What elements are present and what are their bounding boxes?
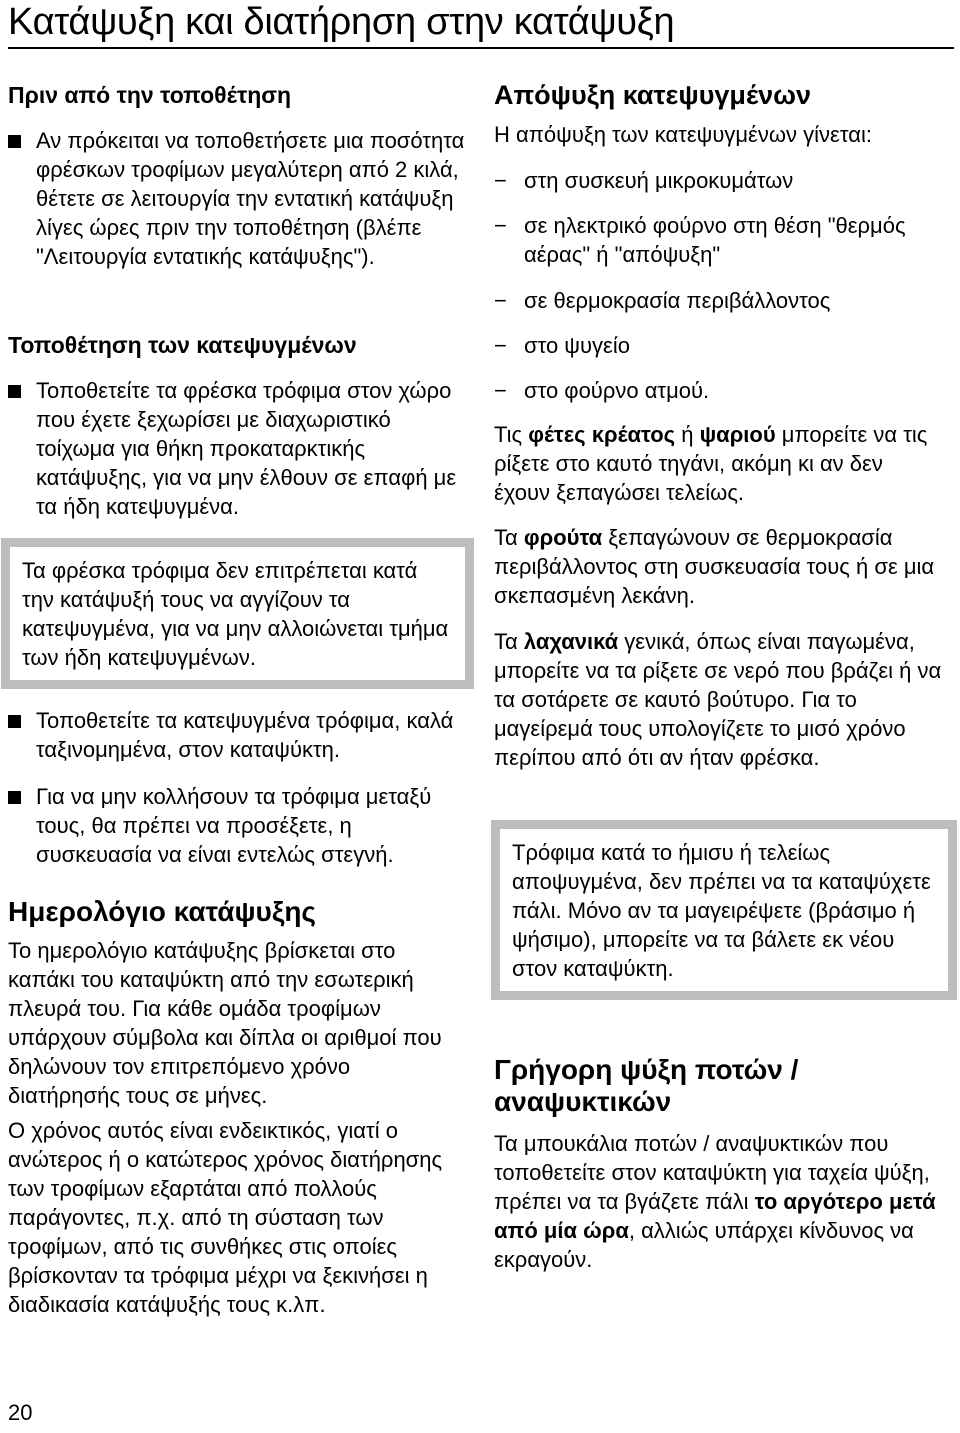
bullet-paragraph: Για να μην κολλήσουν τα τρόφιμα μεταξύ τους, θα πρέπει να προσέξετε, η συσκευασία να είναι εντελώς στεγνή. bbox=[8, 782, 468, 869]
dash-list-item: − στο ψυγείο bbox=[494, 331, 960, 360]
text-run: , αλλιώς υπάρχει κίνδυνος να εκραγούν. bbox=[494, 1218, 914, 1272]
paragraph: Η απόψυξη των κατεψυγμένων γίνεται: bbox=[494, 122, 872, 147]
text-run: γενικά, όπως είναι παγωμένα, μπορείτε να τα ρίξετε σε νερό που βράζει ή να τα σοτάρετε σε καυτό βούτυρο. Για το μαγείρεμά τους υπολογίζετε το μισό χρόνο περίπου από ότι αν ήταν φρέσκα. bbox=[494, 629, 942, 770]
bold-run: φέτες κρέατος bbox=[528, 422, 676, 447]
title-rule bbox=[8, 47, 954, 49]
dash-list-item: − σε ηλεκτρικό φούρνο στη θέση "θερμός αέρας" ή "απόψυξη" bbox=[494, 211, 944, 269]
bold-run: ψαριού bbox=[699, 422, 776, 447]
text-run: Τα μπουκάλια ποτών / αναψυκτικών που τοποθετείτε στον καταψύκτη για ταχεία ψύξη, πρέπει να τα βγάζετε πάλι bbox=[494, 1131, 930, 1214]
note-text: Τρόφιμα κατά το ήμισυ ή τελείως αποψυγμένα, δεν πρέπει να τα καταψύχετε πάλι. Μόνο αν τα μαγειρέψετε (βράσιμο ή ψήσιμο), μπορείτε να τα βάλετε εκ νέου στον καταψύκτη. bbox=[512, 840, 931, 981]
bold-run: λαχανικά bbox=[523, 629, 619, 654]
dash-list-item: − στο φούρνο ατμού. bbox=[494, 376, 960, 405]
paragraph bbox=[494, 523, 944, 610]
note-box bbox=[1, 538, 474, 689]
page-title: Κατάψυξη και διατήρηση στην κατάψυξη bbox=[8, 1, 675, 43]
page-number: 20 bbox=[8, 1400, 33, 1425]
bullet-paragraph: Τοποθετείτε τα κατεψυγμένα τρόφιμα, καλά ταξινομημένα, στον καταψύκτη. bbox=[8, 706, 468, 764]
dash-list-item: − στη συσκευή μικροκυμάτων bbox=[494, 166, 960, 195]
note-box bbox=[491, 820, 957, 1000]
bold-run: φρούτα bbox=[523, 525, 603, 550]
text-run: ή bbox=[675, 422, 700, 447]
section-heading-quick-cooling: Γρήγορη ψύξη ποτών / αναψυκτικών bbox=[494, 1054, 799, 1117]
section-heading-placing-frozen: Τοποθέτηση των κατεψυγμένων bbox=[8, 332, 357, 358]
text-run: Τις bbox=[494, 422, 529, 447]
section-heading-defrosting: Απόψυξη κατεψυγμένων bbox=[494, 80, 811, 110]
dash-list-item: − σε θερμοκρασία περιβάλλοντος bbox=[494, 286, 960, 315]
section-heading-before-placing: Πριν από την τοποθέτηση bbox=[8, 82, 292, 108]
section-heading-freezing-calendar: Ημερολόγιο κατάψυξης bbox=[8, 896, 316, 927]
bullet-paragraph: Αν πρόκειται να τοποθετήσετε μια ποσότητα φρέσκων τροφίμων μεγαλύτερη από 2 κιλά, θέτετε σε λειτουργία την εντατική κατάψυξη λίγες ώρες πριν την τοποθέτηση (βλέπε "Λειτουργία εντατικής κατάψυξης"). bbox=[8, 126, 468, 271]
text-run: μπορείτε να τις ρίξετε στο καυτό τηγάνι, ακόμη κι αν δεν έχουν ξεπαγώσει τελείως. bbox=[494, 422, 928, 505]
paragraph: Ο χρόνος αυτός είναι ενδεικτικός, γιατί ο ανώτερος ή ο κατώτερος χρόνος διατήρησης των τροφίμων εξαρτάται από πολλούς παράγοντες, π.χ. από τη σύσταση των τροφίμων, από τις συνθήκες στις οποίες βρίσκονταν τα τρόφιμα μέχρι να ξεκινήσει η διαδικασία κατάψυξής τους κ.λπ. bbox=[8, 1118, 443, 1317]
paragraph bbox=[494, 1129, 946, 1274]
paragraph: Το ημερολόγιο κατάψυξης βρίσκεται στο καπάκι του καταψύκτη από την εσωτερική πλευρά του. Για κάθε ομάδα τροφίμων υπάρχουν σύμβολα και δίπλα οι αριθμοί που δηλώνουν τον επιτρεπόμενο χρόνο διατήρησής τους σε μήνες. bbox=[8, 938, 442, 1108]
bullet-paragraph: Τοποθετείτε τα φρέσκα τρόφιμα στον χώρο που έχετε ξεχωρίσει με διαχωριστικό τοίχωμα για θήκη προκαταρκτικής κατάψυξης, για να μην έλθουν σε επαφή με τα ήδη κατεψυγμένα. bbox=[8, 376, 468, 521]
text-run: Τα bbox=[494, 629, 524, 654]
note-text: Τα φρέσκα τρόφιμα δεν επιτρέπεται κατά την κατάψυξή τους να αγγίζουν τα κατεψυγμένα, για να μην αλλοιώνεται τμήμα των ήδη κατεψυγμένων. bbox=[22, 558, 449, 670]
paragraph bbox=[494, 420, 944, 507]
text-run: ξεπαγώνουν σε θερμοκρασία περιβάλλοντος στη συσκευασία τους ή σε μια σκεπασμένη λεκάνη. bbox=[494, 525, 935, 608]
text-run: Τα bbox=[494, 525, 524, 550]
bold-run: το αργότερο μετά από μία ώρα bbox=[494, 1189, 936, 1243]
paragraph bbox=[494, 627, 949, 772]
